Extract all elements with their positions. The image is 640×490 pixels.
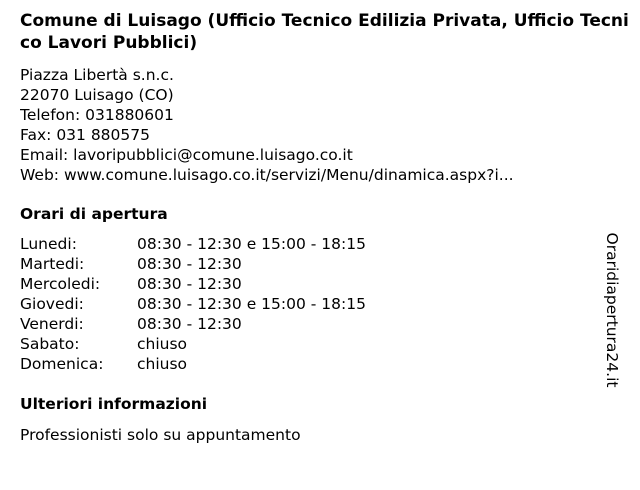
time-value: 08:30 - 12:30 e 15:00 - 18:15 — [137, 235, 366, 253]
email-address[interactable]: Email: lavoripubblici@comune.luisago.co.it — [20, 146, 353, 164]
website-link[interactable]: Web: www.comune.luisago.co.it/servizi/Menu/dinamica.aspx?i... — [20, 166, 514, 184]
day-label: Giovedi: — [20, 295, 84, 313]
time-value: 08:30 - 12:30 — [137, 315, 242, 333]
time-value: chiuso — [137, 335, 188, 353]
hours-row-thursday — [20, 294, 366, 314]
hours-row-tuesday — [20, 254, 366, 274]
hours-row-friday — [20, 314, 366, 334]
watermark-text: Oraridiapertura24.it — [603, 232, 621, 388]
time-value: 08:30 - 12:30 — [137, 275, 242, 293]
address-street: Piazza Libertà s.n.c. — [20, 66, 174, 84]
day-label: Lunedi: — [20, 235, 77, 253]
day-label: Mercoledi: — [20, 275, 101, 293]
hours-row-saturday — [20, 334, 366, 354]
fax-number: Fax: 031 880575 — [20, 126, 150, 144]
address-city: 22070 Luisago (CO) — [20, 86, 174, 104]
day-label: Venerdi: — [20, 315, 84, 333]
opening-hours-heading: Orari di apertura — [20, 205, 168, 223]
hours-row-sunday — [20, 354, 366, 374]
day-label: Domenica: — [20, 355, 104, 373]
hours-row-wednesday — [20, 274, 366, 294]
additional-info-text: Professionisti solo su appuntamento — [20, 426, 301, 444]
phone-number[interactable]: Telefon: 031880601 — [20, 106, 174, 124]
day-label: Martedi: — [20, 255, 85, 273]
day-label: Sabato: — [20, 335, 80, 353]
time-value: chiuso — [137, 355, 188, 373]
hours-row-monday — [20, 234, 366, 254]
contact-block — [20, 65, 600, 185]
time-value: 08:30 - 12:30 — [137, 255, 242, 273]
page-title: Comune di Luisago (Ufficio Tecnico Edilizia Privata, Ufficio Tecnico Lavori Pubblici) — [20, 11, 629, 53]
opening-hours-table — [20, 234, 366, 374]
time-value: 08:30 - 12:30 e 15:00 - 18:15 — [137, 295, 366, 313]
additional-info-heading: Ulteriori informazioni — [20, 395, 208, 413]
